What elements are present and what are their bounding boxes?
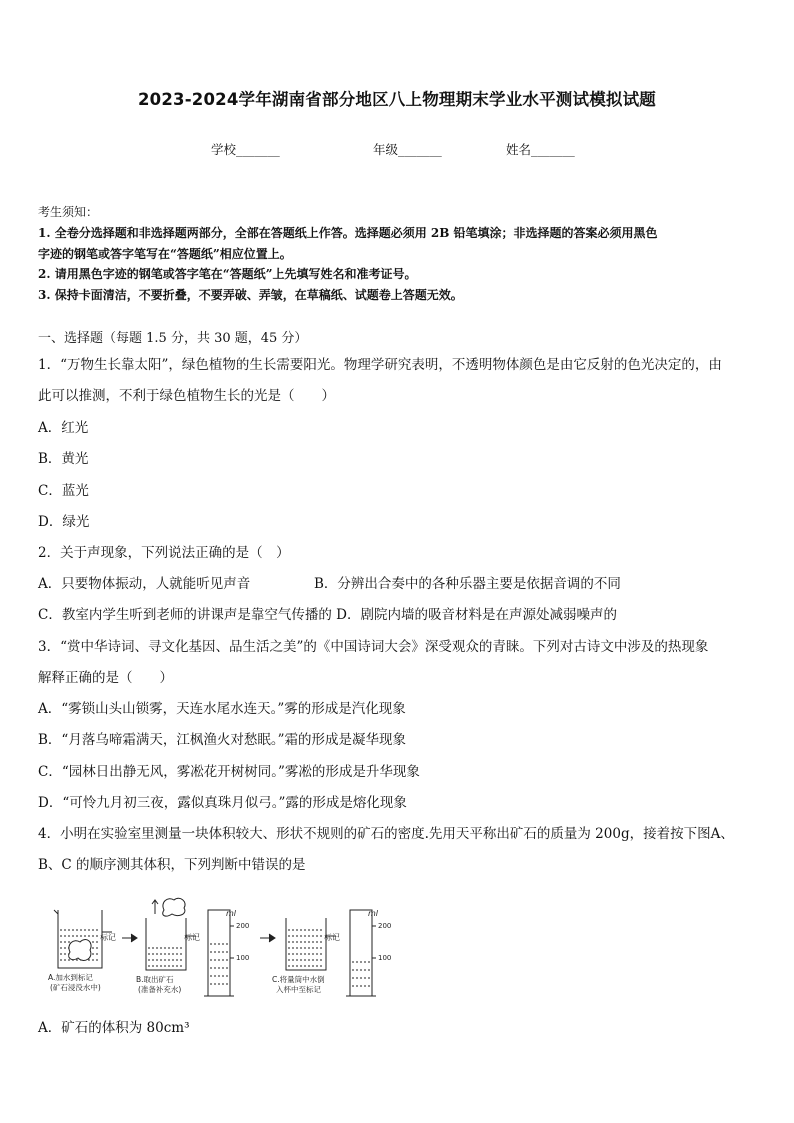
name-field: 姓名_______ — [506, 142, 575, 157]
section-heading: 一、选择题（每题 1.5 分，共 30 题，45 分） — [38, 331, 308, 346]
question-3-option-c: C．“园林日出静无风，雾凇花开树树同。”雾凇的形成是升华现象 — [38, 764, 420, 780]
notice-heading: 考生须知： — [38, 205, 99, 219]
question-2-options-cd: C．教室内学生听到老师的讲课声是靠空气传播的 D．剧院内墙的吸音材料是在声源处减弱噪声的 — [38, 607, 617, 623]
beaker-c — [286, 918, 336, 970]
question-2-option-a: A．只要物体振动，人就能听见声音 — [38, 576, 251, 592]
caption-b-line2: (准备补充水) — [138, 985, 182, 994]
question-2-stem: 2．关于声现象，下列说法正确的是（ ） — [38, 545, 290, 561]
notice-line: 3. 保持卡面清洁，不要折叠，不要弄破、弄皱，在草稿纸、试题卷上答题无效。 — [38, 288, 463, 302]
question-3-stem: 解释正确的是（ ） — [38, 670, 173, 686]
question-1-stem: 此可以推测，不利于绿色植物生长的光是（ ） — [38, 388, 335, 404]
page-title: 2023-2024学年湖南省部分地区八上物理期末学业水平测试模拟试题 — [138, 90, 656, 109]
ore-rock — [69, 940, 91, 961]
question-4-stem: B、C 的顺序测其体积，下列判断中错误的是 — [38, 857, 306, 873]
caption-b-line1: B.取出矿石 — [136, 975, 174, 984]
caption-c-line1: C.将量筒中水倒 — [272, 975, 325, 984]
mark-label-b: 标记 — [184, 933, 200, 942]
question-4-stem: 4．小明在实验室里测量一块体积较大、形状不规则的矿石的密度.先用天平称出矿石的质量为 200g，接着按下图A、 — [38, 826, 734, 842]
question-1-option-c: C．蓝光 — [38, 483, 89, 499]
cylinder-2 — [346, 910, 376, 996]
school-field: 学校_______ — [211, 142, 280, 157]
cylinder-2-tick-200: 200 — [378, 922, 392, 930]
mark-label-c: 标记 — [324, 933, 340, 942]
cylinder-1 — [204, 910, 234, 996]
question-4-option-a: A．矿石的体积为 80cm³ — [38, 1020, 190, 1036]
grade-field: 年级_______ — [373, 142, 442, 157]
ore-rock-lifted — [163, 898, 185, 916]
question-1-stem: 1．“万物生长靠太阳”，绿色植物的生长需要阳光。物理学研究表明，不透明物体颜色是由它反射的色光决定的，由 — [38, 357, 722, 373]
cylinder-1-unit: ml — [226, 909, 237, 918]
question-3-option-b: B．“月落乌啼霜满天，江枫渔火对愁眠。”霜的形成是凝华现象 — [38, 732, 406, 748]
measurement-figure — [40, 896, 400, 1000]
question-1-option-d: D．绿光 — [38, 514, 90, 530]
cylinder-2-tick-100: 100 — [378, 954, 392, 962]
question-1-option-a: A．红光 — [38, 420, 89, 436]
cylinder-2-unit: ml — [368, 909, 379, 918]
mark-label-a: 标记 — [100, 933, 116, 942]
notice-line: 字迹的钢笔或答字笔写在“答题纸”相应位置上。 — [38, 247, 292, 261]
cylinder-1-tick-100: 100 — [236, 954, 250, 962]
caption-a-line2: (矿石浸没水中) — [50, 983, 101, 992]
caption-a-line1: A.加水到标记 — [48, 973, 93, 982]
question-3-option-a: A．“雾锁山头山锁雾，天连水尾水连天。”雾的形成是汽化现象 — [38, 701, 406, 717]
question-3-option-d: D．“可怜九月初三夜，露似真珠月似弓。”露的形成是熔化现象 — [38, 795, 407, 811]
question-3-stem: 3．“赏中华诗词、寻文化基因、品生活之美”的《中国诗词大会》深受观众的青睐。下列对古诗文中涉及的热现象 — [38, 639, 709, 655]
cylinder-1-tick-200: 200 — [236, 922, 250, 930]
question-2-option-b: B．分辨出合奏中的各种乐器主要是依据音调的不同 — [314, 576, 621, 592]
notice-line: 2. 请用黑色字迹的钢笔或答字笔在“答题纸”上先填写姓名和准考证号。 — [38, 267, 417, 281]
notice-line: 1. 全卷分选择题和非选择题两部分，全部在答题纸上作答。选择题必须用 2B 铅笔填涂；非选择题的答案必须用黑色 — [38, 226, 658, 240]
caption-c-line2: 入杯中至标记 — [276, 985, 321, 994]
question-1-option-b: B．黄光 — [38, 451, 89, 467]
